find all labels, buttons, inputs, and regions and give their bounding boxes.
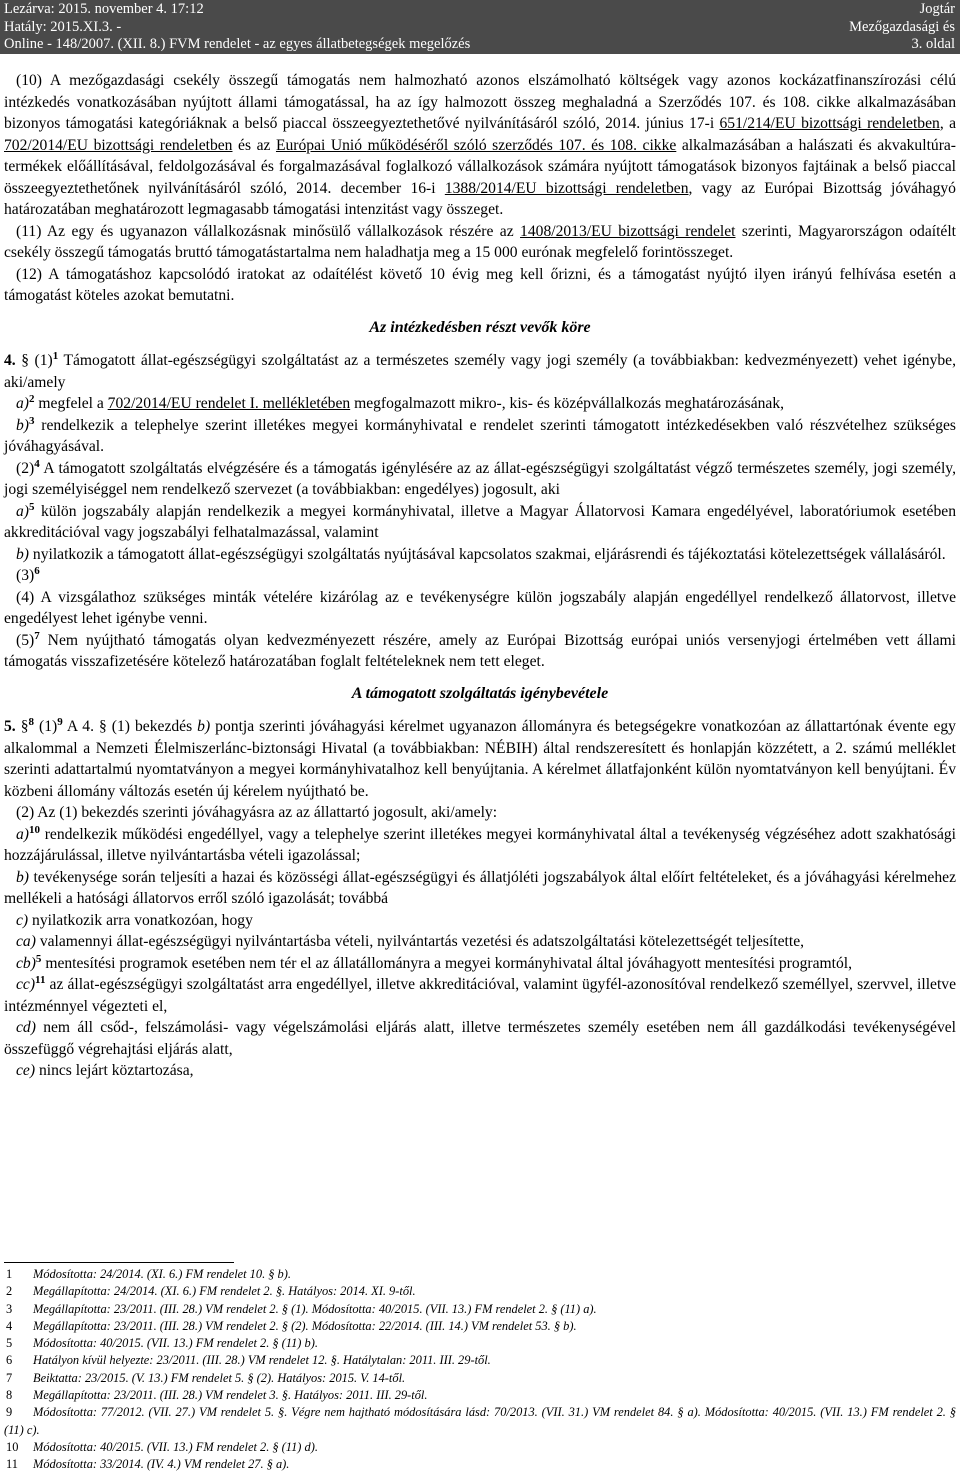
footnote-number: 9 <box>6 1405 13 1420</box>
text: alkalmazásában a halászati és akvakultúra-termékek előállításával, feldolgozásával és forgalmazásával foglalkozó vállalkozások számára nyújtott támogatások bizonyos fajtáinak a belső piaccal összeegyeztethetőnek nyilvánításáról szóló, 2014. december 16-i <box>4 136 957 197</box>
footnote <box>4 1283 956 1300</box>
section-5-point-cb <box>4 953 956 975</box>
section-4-2-point-a <box>4 501 956 544</box>
footnote-number: 5 <box>6 1336 13 1351</box>
footnote-ref[interactable]: 2 <box>29 393 35 405</box>
link-1408-2013-eu[interactable]: 1408/2013/EU bizottsági rendelet <box>520 222 736 240</box>
link-651-2014-eu[interactable]: 651/214/EU bizottsági rendeletben <box>719 115 940 132</box>
section-4-point-a <box>4 393 956 415</box>
header-left <box>4 1 470 54</box>
footnote <box>4 1404 956 1439</box>
footnote-number: 3 <box>6 1301 13 1316</box>
text: , vagy az Európai Bizottság jóváhagyó határozatában meghatározott legmagasabb támogatási intenzitást vagy összeget. <box>4 179 956 218</box>
section-5-point-cd <box>4 1017 956 1060</box>
text: § (1) <box>21 352 53 369</box>
point-label: ce) <box>16 1062 36 1079</box>
point-label: ca) <box>16 933 36 950</box>
footnote-text: Megállapította: 24/2014. (XI. 6.) FM rendelet 2. §. Hatályos: 2014. XI. 9-től. <box>33 1284 416 1299</box>
brand-subtitle: Mezőgazdasági és <box>849 18 955 35</box>
text: az állat-egészségügyi szolgáltatást arra engedéllyel, illetve akkreditációval, valamint ügyfél-azonosítóval rendelkező személlyel, szervvel, illetve intézménnyel végezteti el, <box>4 976 956 1015</box>
footnote-text: Módosította: 77/2012. (VII. 27.) VM rendelet 5. §. Végre nem hajtható módosítására lásd: 70/2013. (VII. 31.) VM rendelet 84. § a). Módosította: 40/2015. (VII. 13.) FM rendelet 2. § (11) c). <box>4 1405 956 1437</box>
point-label: b) <box>16 868 29 886</box>
paragraph-11 <box>4 221 956 264</box>
section-4-paragraph-1 <box>4 350 956 393</box>
footnote <box>4 1335 956 1352</box>
footnote-number: 10 <box>6 1439 19 1454</box>
footnote-number: 6 <box>6 1353 13 1368</box>
text: (5) <box>16 631 35 649</box>
point-ref: b) <box>197 718 211 735</box>
footnote-number: 4 <box>6 1318 13 1333</box>
paragraph-12: (12) A támogatáshoz kapcsolódó iratokat az odaítélést követő 10 évig meg kell őrizni, és a támogatást nyújtó ilyen irányú felhívása esetén a támogatást köteles azokat bemutatni. <box>4 265 956 304</box>
text: nincs lejárt köztartozása, <box>35 1062 194 1079</box>
text: valamennyi állat-egészségügyi nyilvántartásba vételi, nyilvántartás vezetési és adatszolgáltatási kötelezettségét teljesítette, <box>35 933 805 950</box>
footnote-text: Hatályon kívül helyezte: 23/2011. (III. 28.) VM rendelet 12. §. Hatálytalan: 2011. III. 29-től. <box>33 1353 491 1368</box>
footnotes <box>4 1266 956 1474</box>
footnote <box>4 1301 956 1318</box>
section-heading-service-use: A támogatott szolgáltatás igénybevétele <box>351 684 609 702</box>
point-label: b) <box>16 416 29 434</box>
footnote-text: Módosította: 24/2014. (XI. 6.) FM rendelet 10. § b). <box>33 1267 291 1281</box>
link-702-2014-eu[interactable]: 702/2014/EU bizottsági rendeletben <box>4 136 233 154</box>
point-label: a) <box>16 825 29 843</box>
footnote-ref[interactable]: 3 <box>29 414 35 427</box>
text: nyilatkozik a támogatott állat-egészségügyi szolgáltatás nyújtásával kapcsolatos szakmai, eljárásrendi és tájékoztatási kötelezettségek vállalásáról. <box>29 545 946 563</box>
footnote <box>4 1387 956 1404</box>
text: tevékenysége során teljesíti a hazai és közösségi állat-egészségügyi és állatjóléti jogszabályok által előírt feltételeket, és a jóváhagyási kérelmehez mellékeli a hatósági állatorvos erről szóló igazolását; továbbá <box>4 868 956 907</box>
footnote-ref[interactable]: 8 <box>28 716 35 728</box>
text: mentesítési programok esetében nem tér el az állatállományra a megyei kormányhivatal által jóváhagyott mentesítési programtól, <box>41 954 853 972</box>
footnote-text: Megállapította: 23/2011. (III. 28.) VM rendelet 3. §. Hatályos: 2011. III. 29-től. <box>33 1388 428 1403</box>
section-number: 4. <box>4 352 16 369</box>
text: Támogatott állat-egészségügyi szolgáltatást az a természetes személy vagy jogi személy (a továbbiakban: kedvezményezett) vehet igénybe, aki/amely <box>4 352 956 391</box>
section-4-paragraph-2 <box>4 458 956 501</box>
footnote <box>4 1456 956 1473</box>
footnote <box>4 1352 956 1369</box>
link-702-2014-annex[interactable]: 702/2014/EU rendelet I. mellékletében <box>107 395 351 412</box>
text: megfogalmazott mikro-, kis- és középvállalkozás meghatározásának, <box>350 395 785 412</box>
footnote-separator <box>4 1262 234 1263</box>
footnote-ref[interactable]: 1 <box>52 350 59 362</box>
footnote <box>4 1370 956 1387</box>
footnote-number: 8 <box>6 1388 13 1403</box>
text: megfelel a <box>34 395 108 412</box>
text: (10) A mezőgazdasági csekély összegű támogatás nem halmozható azonos elszámolható költségek vagy azonos kockázatfinanszírozási célú intézkedés vonatkozásában nyújtott állami támogatással, ha az így halmozott összeg meghaladná a Szerződés 107. és 108. cikke alkalmazásában bizonyos támogatási kategóriáknak a belső piaccal összeegyeztethetővé nyilvánításáról szóló, 2014. június 17-i <box>4 72 956 132</box>
footnote-ref[interactable]: 5 <box>29 500 35 513</box>
text: és az <box>232 136 276 154</box>
footnote-ref[interactable]: 5 <box>35 952 42 965</box>
section-5-point-ca <box>4 931 956 953</box>
link-1388-2014-eu[interactable]: 1388/2014/EU bizottsági rendeletben <box>444 179 689 197</box>
text: (1) <box>34 718 58 735</box>
section-4-paragraph-5 <box>4 630 956 673</box>
section-number: 5. <box>4 718 16 735</box>
footnote-text: Módosította: 40/2015. (VII. 13.) FM rendelet 2. § (11) b). <box>33 1336 318 1351</box>
section-5-paragraph-2: (2) Az (1) bekezdés szerinti jóváhagyásra az az állattartó jogosult, aki/amely: <box>16 804 498 821</box>
footnote-ref[interactable]: 4 <box>34 457 40 470</box>
page-number: 3. oldal <box>911 36 955 52</box>
closed-date: Lezárva: 2015. november 4. 17:12 <box>4 1 204 17</box>
document-body <box>4 70 956 1082</box>
text: rendelkezik működési engedéllyel, vagy a telephelye szerint illetékes megyei kormányhivatal által a tevékenység végzéséhez adott szakhatósági hozzájárulással, illetve nyilvántartásba vételi igazolással; <box>4 825 956 864</box>
point-label: cb) <box>16 954 36 972</box>
point-label: c) <box>16 911 29 929</box>
text: rendelkezik a telephelye szerint illetékes megyei kormányhivatal e rendelet szerinti támogatott intézkedésekben való részvételhez szükséges jóváhagyásával. <box>4 416 956 455</box>
point-label: a) <box>16 395 29 412</box>
header-right <box>849 1 955 54</box>
section-5-point-a <box>4 824 956 867</box>
page-header <box>0 0 960 54</box>
text: , a <box>939 115 956 132</box>
text: (2) <box>16 459 35 477</box>
text: külön jogszabály alapján rendelkezik a megyei kormányhivatal, illetve a Magyar Állatorvosi Kamara engedélyével, laboratóriumok esetében akkreditációval vagy jogszabályi felhatalmazással, valamint <box>4 502 956 541</box>
section-4-paragraph-3 <box>4 565 956 587</box>
text: nyilatkozik arra vonatkozóan, hogy <box>28 911 253 929</box>
text: § <box>20 718 29 735</box>
footnote-text: Megállapította: 23/2011. (III. 28.) VM rendelet 2. § (2). Módosította: 22/2014. (III. 14.) VM rendelet 53. § b). <box>33 1318 577 1333</box>
point-label: a) <box>16 502 29 520</box>
section-4-paragraph-4: (4) A vizsgálathoz szükséges minták vételére kizárólag az e tevékenységre külön jogszabály alapján engedéllyel rendelkező állatorvost, illetve engedélyest lehet igénybe venni. <box>4 588 956 627</box>
point-label: cc) <box>16 976 36 993</box>
footnote-text: Megállapította: 23/2011. (III. 28.) VM rendelet 2. § (1). Módosította: 40/2015. (VII. 13.) FM rendelet 2. § (11) a). <box>33 1301 597 1316</box>
text: nem áll csőd-, felszámolási- vagy végelszámolási eljárás alatt, illetve természetes személy esetében nem áll gazdálkodási tevékenységével összefüggő végrehajtási eljárás alatt, <box>4 1019 956 1058</box>
footnote-number: 11 <box>6 1457 18 1472</box>
text: szerinti, Magyarországon odaítélt csekély összegű támogatás bruttó támogatástartalma nem haladhatja meg a 15 000 eurónak megfelelő forintösszeget. <box>4 222 956 261</box>
section-heading-participants: Az intézkedésben részt vevők köre <box>369 318 591 336</box>
section-5-point-b <box>4 867 956 910</box>
footnote-text: Módosította: 33/2014. (IV. 4.) VM rendelet 27. § a). <box>33 1457 290 1472</box>
effective-date: Hatály: 2015.XI.3. - <box>4 18 122 35</box>
point-label: cd) <box>16 1019 36 1036</box>
text: Nem nyújtható támogatás olyan kedvezményezett részére, amely az Európai Bizottság európai uniós versenyjogi értelmében vett állami támogatás visszafizetésére kötelező határozatában foglalt feltételeknek nem tett eleget. <box>4 631 956 670</box>
section-4-2-point-b <box>4 544 956 566</box>
footnote-number: 7 <box>6 1370 13 1385</box>
document-title: Online - 148/2007. (XII. 8.) FVM rendelet - az egyes állatbetegségek megelőzés <box>4 36 471 52</box>
link-eumsz[interactable]: Európai Unió működéséről szóló szerződés 107. és 108. cikke <box>275 136 677 154</box>
footnote <box>4 1266 956 1283</box>
section-5-point-ce <box>4 1060 956 1082</box>
footnote-ref[interactable]: 10 <box>29 823 40 836</box>
section-5-point-c <box>4 910 956 932</box>
brand-name: Jogtár <box>919 1 955 17</box>
footnote-ref[interactable]: 7 <box>34 629 40 642</box>
text: (11) Az egy és ugyanazon vállalkozásnak minősülő vállalkozások részére az <box>16 222 521 240</box>
text: A támogatott szolgáltatás elvégzésére és a támogatás igénylésére az az állat-egészségügyi szolgáltatást végző természetes személy, jogi személy, jogi személyiséggel nem rendelkező szervezet (a továbbiakban: engedélyes) jogosult, aki <box>4 459 956 498</box>
footnote-ref[interactable]: 6 <box>34 565 40 577</box>
text: (3) <box>16 567 35 584</box>
point-label: b) <box>16 545 29 563</box>
footnote <box>4 1318 956 1335</box>
section-4-point-b <box>4 415 956 458</box>
footnote-number: 1 <box>6 1267 13 1281</box>
section-5-point-cc <box>4 974 956 1017</box>
footnote-text: Beiktatta: 23/2015. (V. 13.) FM rendelet 5. § (2). Hatályos: 2015. V. 14-től. <box>33 1370 406 1385</box>
footnote <box>4 1439 956 1456</box>
text: A 4. § (1) bekezdés <box>62 718 198 735</box>
paragraph-10 <box>4 70 956 221</box>
footnote-ref[interactable]: 11 <box>35 974 46 986</box>
footnote-number: 2 <box>6 1284 13 1299</box>
text: pontja szerinti jóváhagyási kérelmet ugyanazon állományra és betegségekre vonatkozóan az állattartónak évente egy alkalommal a Nemzeti Élelmiszerlánc-biztonsági Hivatal (a továbbiakban: NÉBIH) által rendszeresített és honlapján közzétett, a 2. számú melléklet szerinti adattartalmú nyomtatványon a megyei kormányhivatalhoz kell benyújtania. A kérelmet állatfajonként külön nyomtatványon kell benyújtani. Év közbeni állomány változás esetén új kérelem nyújtható be. <box>4 718 956 800</box>
section-5-paragraph-1 <box>4 716 956 802</box>
footnote-text: Módosította: 40/2015. (VII. 13.) FM rendelet 2. § (11) d). <box>33 1439 318 1454</box>
footnote-ref[interactable]: 9 <box>57 716 63 728</box>
